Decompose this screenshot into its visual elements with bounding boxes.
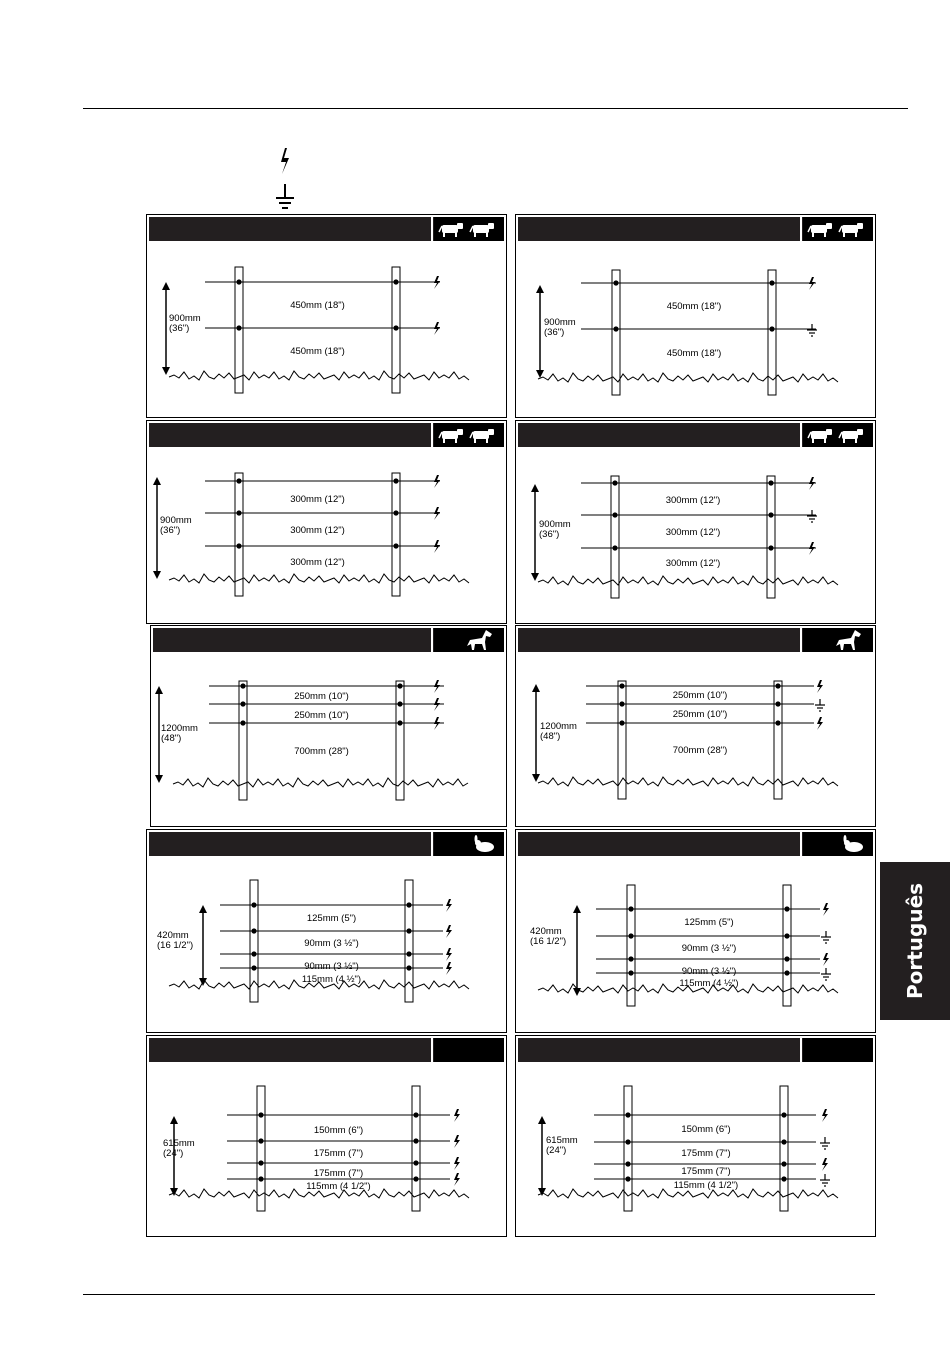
animal-box xyxy=(434,832,504,856)
spacing-label: 250mm (10") xyxy=(294,691,349,702)
insulator-dot xyxy=(258,1138,263,1143)
insulator-dot xyxy=(775,720,780,725)
legend xyxy=(272,146,300,216)
fence-diagram xyxy=(151,626,506,826)
insulator-dot xyxy=(625,1161,630,1166)
height-arrow xyxy=(531,484,539,581)
spacing-label: 300mm (12") xyxy=(290,525,345,536)
fence-panel-rabbit-live-earth xyxy=(515,829,876,1033)
height-arrow xyxy=(538,1116,546,1196)
animal-box xyxy=(803,628,873,652)
insulator-dot xyxy=(628,906,633,911)
insulator-dot xyxy=(236,510,241,515)
insulator-dot xyxy=(406,902,411,907)
spacing-labels xyxy=(674,1124,738,1191)
panel-header xyxy=(516,1036,875,1064)
ground-line xyxy=(538,373,838,382)
height-arrow xyxy=(573,905,581,996)
insulator-dot xyxy=(413,1138,418,1143)
arrow-up-icon xyxy=(162,282,170,290)
fence-post xyxy=(612,270,620,395)
live-wire-icon xyxy=(823,903,829,916)
earth-wire-icon xyxy=(821,931,831,943)
insulator-dot xyxy=(628,933,633,938)
insulator-dot xyxy=(406,928,411,933)
live-wire-icon xyxy=(454,1173,460,1186)
fence-post xyxy=(618,681,626,799)
height-label: 900mm xyxy=(539,519,571,530)
height-label-imperial: (24") xyxy=(163,1148,184,1159)
ground-line xyxy=(169,574,469,583)
fence-diagram xyxy=(147,1036,506,1236)
fence-post xyxy=(768,270,776,395)
fence-post xyxy=(396,681,404,800)
live-wire-icon xyxy=(454,1157,460,1170)
insulator-dot xyxy=(612,480,617,485)
insulator-dot xyxy=(769,326,774,331)
insulator-dot xyxy=(413,1112,418,1117)
insulator-dot xyxy=(251,902,256,907)
insulator-dot xyxy=(784,956,789,961)
insulator-dot xyxy=(781,1112,786,1117)
arrow-up-icon xyxy=(531,484,539,492)
arrow-up-icon xyxy=(155,686,163,694)
insulator-dot xyxy=(775,683,780,688)
ground-line xyxy=(538,777,838,786)
spacing-label: 125mm (5") xyxy=(684,917,734,928)
earth-ground-icon xyxy=(276,184,294,208)
height-label: 615mm xyxy=(546,1135,578,1146)
earth-wire-icon xyxy=(815,699,825,711)
fence-panel-small-live-earth xyxy=(515,1035,876,1237)
insulator-dot xyxy=(619,701,624,706)
spacing-label: 125mm (5") xyxy=(306,913,357,924)
live-wire-icon xyxy=(446,948,452,961)
spacing-label: 90mm (3 ½") xyxy=(304,938,359,949)
spacing-label: 115mm (4 1/2") xyxy=(673,1180,739,1191)
fence-post xyxy=(783,885,791,1006)
animal-box xyxy=(434,1038,504,1062)
fence-diagram xyxy=(147,421,506,623)
live-wire-icon xyxy=(817,717,823,730)
fence-diagram xyxy=(516,215,875,417)
arrow-down-icon xyxy=(153,571,161,579)
spacing-labels xyxy=(679,917,738,989)
height-label: 900mm xyxy=(169,313,201,324)
insulator-dot xyxy=(413,1176,418,1181)
earth-wire-icon xyxy=(807,324,817,336)
spacing-label: 90mm (3 ½") xyxy=(304,961,359,972)
live-wire-icon xyxy=(454,1135,460,1148)
live-wire-icon xyxy=(822,1158,828,1171)
spacing-labels xyxy=(302,913,361,985)
live-wire-icon xyxy=(822,1109,828,1122)
fence-diagram xyxy=(147,830,506,1032)
spacing-label: 300mm (12") xyxy=(290,557,345,568)
live-wire-icon xyxy=(823,953,829,966)
spacing-label: 450mm (18") xyxy=(666,348,722,359)
height-arrow xyxy=(536,285,544,378)
insulator-dot xyxy=(628,956,633,961)
height-label-imperial: (16 1/2") xyxy=(157,940,194,951)
header-rule xyxy=(83,108,908,109)
insulator-dot xyxy=(781,1176,786,1181)
insulator-dot xyxy=(769,280,774,285)
live-wire-icon xyxy=(446,899,452,912)
spacing-label: 150mm (6") xyxy=(681,1124,731,1135)
spacing-label: 300mm (12") xyxy=(665,558,721,569)
insulator-dot xyxy=(784,906,789,911)
ground-line xyxy=(173,778,468,787)
footer-rule xyxy=(83,1294,875,1295)
insulator-dot xyxy=(613,280,618,285)
arrow-up-icon xyxy=(573,905,581,913)
insulator-dot xyxy=(240,720,245,725)
fence-diagram xyxy=(516,421,875,623)
insulator-dot xyxy=(251,951,256,956)
insulator-dot xyxy=(784,970,789,975)
insulator-dot xyxy=(625,1176,630,1181)
spacing-labels xyxy=(290,494,345,568)
spacing-label: 300mm (12") xyxy=(665,495,721,506)
insulator-dot xyxy=(397,701,402,706)
insulator-dot xyxy=(625,1139,630,1144)
ground-line xyxy=(169,371,469,380)
insulator-dot xyxy=(393,478,398,483)
spacing-label: 115mm (4 1/2") xyxy=(306,1181,371,1192)
height-label-imperial: (36") xyxy=(169,323,190,334)
insulator-dot xyxy=(619,720,624,725)
spacing-labels xyxy=(666,495,721,569)
height-label-imperial: (16 1/2") xyxy=(530,936,567,947)
earth-wire-icon xyxy=(807,510,817,522)
insulator-dot xyxy=(768,480,773,485)
arrow-down-icon xyxy=(532,774,540,782)
spacing-label: 115mm (4 ½") xyxy=(301,974,362,985)
insulator-dot xyxy=(784,933,789,938)
insulator-dot xyxy=(413,1160,418,1165)
insulator-dot xyxy=(768,545,773,550)
spacing-label: 175mm (7") xyxy=(681,1148,731,1159)
language-tab-label: Português xyxy=(903,882,927,1000)
arrow-up-icon xyxy=(199,905,207,913)
insulator-dot xyxy=(251,928,256,933)
fence-panel-cattle-live-earth xyxy=(515,214,876,418)
height-label-imperial: (48") xyxy=(161,733,182,744)
fence-panel-rabbit-4-live xyxy=(146,829,507,1033)
fence-panel-small-4-live xyxy=(146,1035,507,1237)
insulator-dot xyxy=(625,1112,630,1117)
spacing-label: 450mm (18") xyxy=(290,300,345,311)
fence-diagram xyxy=(516,1036,875,1236)
live-wire-icon xyxy=(446,962,452,975)
insulator-dot xyxy=(397,683,402,688)
fence-diagram xyxy=(516,626,875,826)
panel-header xyxy=(147,830,506,858)
height-arrow xyxy=(532,684,540,782)
ground-line xyxy=(538,576,838,585)
fence-post xyxy=(627,885,635,1006)
earth-wire-icon xyxy=(820,1137,830,1149)
fence-post xyxy=(611,476,619,598)
arrow-up-icon xyxy=(536,285,544,293)
fence-post xyxy=(239,681,247,800)
height-label: 420mm xyxy=(530,926,562,937)
fence-post xyxy=(405,880,413,1002)
panel-header xyxy=(147,1036,506,1064)
language-tab[interactable] xyxy=(880,862,950,1020)
height-label: 1200mm xyxy=(540,721,577,732)
spacing-label: 175mm (7") xyxy=(681,1166,731,1177)
fence-wires xyxy=(209,680,444,730)
insulator-dot xyxy=(393,543,398,548)
spacing-label: 250mm (10") xyxy=(294,710,349,721)
height-label-imperial: (36") xyxy=(539,529,560,540)
insulator-dot xyxy=(258,1176,263,1181)
insulator-dot xyxy=(393,510,398,515)
arrow-up-icon xyxy=(153,477,161,485)
spacing-label: 90mm (3 ½") xyxy=(681,966,737,977)
spacing-label: 175mm (7") xyxy=(313,1168,364,1179)
insulator-dot xyxy=(240,701,245,706)
insulator-dot xyxy=(768,512,773,517)
insulator-dot xyxy=(393,279,398,284)
insulator-dot xyxy=(236,543,241,548)
arrow-down-icon xyxy=(531,573,539,581)
height-label-imperial: (24") xyxy=(546,1145,567,1156)
live-wire-icon xyxy=(817,680,823,693)
spacing-label: 115mm (4 ½") xyxy=(679,978,739,989)
fence-diagram xyxy=(147,215,506,417)
arrow-up-icon xyxy=(538,1116,546,1124)
height-arrow xyxy=(199,905,207,986)
insulator-dot xyxy=(775,701,780,706)
animal-box xyxy=(434,628,504,652)
spacing-label: 250mm (10") xyxy=(672,690,728,701)
fence-panel-cattle-3-live xyxy=(146,420,507,624)
arrow-down-icon xyxy=(573,988,581,996)
insulator-dot xyxy=(393,325,398,330)
fence-panel-cattle-live-earth-live xyxy=(515,420,876,624)
insulator-dot xyxy=(406,951,411,956)
panel-header xyxy=(516,830,875,858)
insulator-dot xyxy=(613,326,618,331)
animal-box xyxy=(803,832,873,856)
spacing-label: 450mm (18") xyxy=(666,301,722,312)
fence-post xyxy=(780,1086,788,1211)
height-label-imperial: (36") xyxy=(160,525,181,536)
spacing-label: 90mm (3 ½") xyxy=(681,943,737,954)
insulator-dot xyxy=(251,965,256,970)
earth-wire-icon xyxy=(820,1174,830,1186)
insulator-dot xyxy=(612,512,617,517)
spacing-label: 700mm (28") xyxy=(294,746,349,757)
arrow-up-icon xyxy=(532,684,540,692)
spacing-label: 700mm (28") xyxy=(672,745,728,756)
insulator-dot xyxy=(612,545,617,550)
animal-box xyxy=(803,1038,873,1062)
insulator-dot xyxy=(406,965,411,970)
spacing-labels xyxy=(306,1125,370,1192)
arrow-down-icon xyxy=(162,367,170,375)
insulator-dot xyxy=(628,970,633,975)
insulator-dot xyxy=(240,683,245,688)
spacing-label: 250mm (10") xyxy=(672,709,728,720)
spacing-label: 300mm (12") xyxy=(290,494,345,505)
height-label: 420mm xyxy=(157,930,189,941)
fence-panel-cattle-2-live xyxy=(146,214,507,418)
height-label: 900mm xyxy=(160,515,192,526)
spacing-labels xyxy=(667,301,722,359)
spacing-label: 450mm (18") xyxy=(290,346,345,357)
height-label: 900mm xyxy=(544,317,576,328)
spacing-label: 300mm (12") xyxy=(665,527,721,538)
fence-post xyxy=(257,1086,265,1211)
height-label: 1200mm xyxy=(161,723,198,734)
height-label-imperial: (36") xyxy=(544,327,565,338)
spacing-labels xyxy=(294,691,349,757)
insulator-dot xyxy=(236,325,241,330)
insulator-dot xyxy=(236,478,241,483)
panel-header xyxy=(151,626,506,654)
insulator-dot xyxy=(236,279,241,284)
spacing-label: 150mm (6") xyxy=(313,1125,364,1136)
fence-wires xyxy=(586,680,825,730)
insulator-dot xyxy=(258,1160,263,1165)
fence-post xyxy=(412,1086,420,1211)
insulator-dot xyxy=(619,683,624,688)
arrow-up-icon xyxy=(170,1116,178,1124)
earth-wire-icon xyxy=(821,968,831,980)
lightning-icon xyxy=(281,148,289,174)
insulator-dot xyxy=(781,1139,786,1144)
arrow-down-icon xyxy=(155,775,163,783)
insulator-dot xyxy=(258,1112,263,1117)
fence-panel-horse-3-live xyxy=(150,625,507,827)
height-label-imperial: (48") xyxy=(540,731,561,742)
insulator-dot xyxy=(397,720,402,725)
live-wire-icon xyxy=(454,1109,460,1122)
fence-diagram xyxy=(516,830,875,1032)
fence-panel-horse-live-earth-live xyxy=(515,625,876,827)
height-label: 615mm xyxy=(163,1138,195,1149)
live-wire-icon xyxy=(446,925,452,938)
fence-post xyxy=(235,473,243,596)
panel-header xyxy=(516,626,875,654)
insulator-dot xyxy=(781,1161,786,1166)
spacing-label: 175mm (7") xyxy=(313,1148,364,1159)
